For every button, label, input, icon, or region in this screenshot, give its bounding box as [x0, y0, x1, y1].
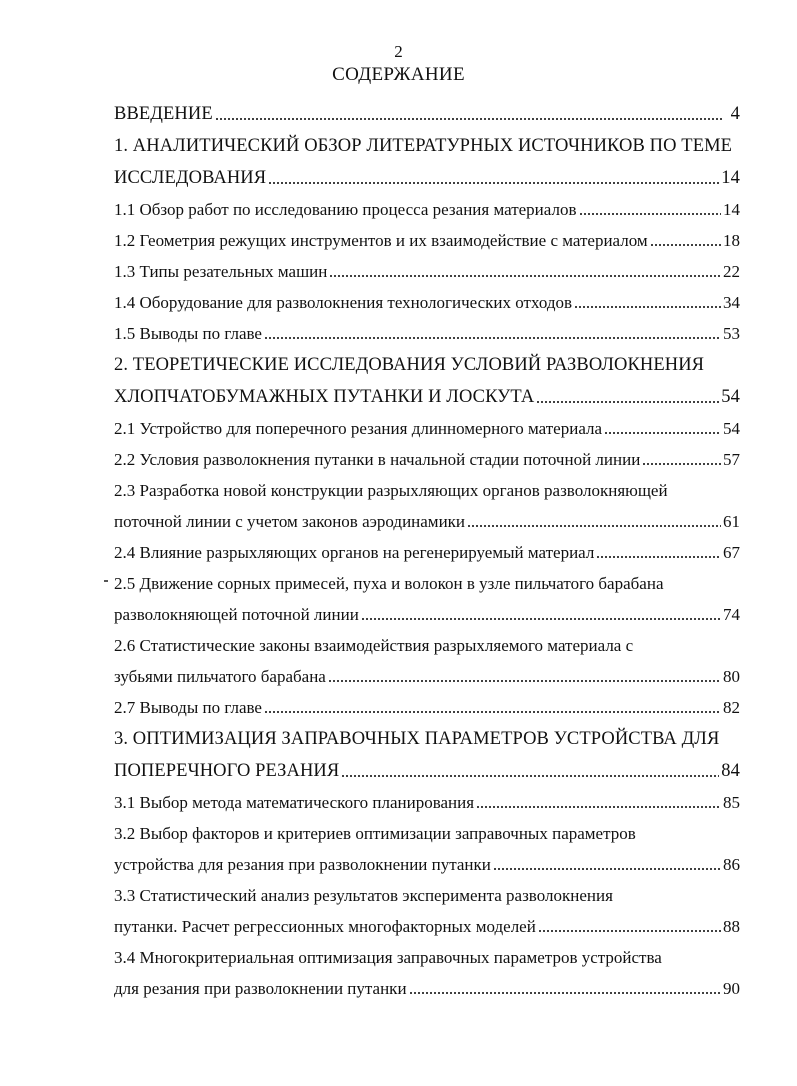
dot-leader — [538, 919, 721, 933]
toc-entry-text: 1. АНАЛИТИЧЕСКИЙ ОБЗОР ЛИТЕРАТУРНЫХ ИСТОЧНИКОВ ПО ТЕМЕ — [114, 136, 733, 156]
toc-entry-text: 2.2 Условия разволокнения путанки в начальной стадии поточной линии — [114, 450, 641, 469]
toc-entry-page: 14 — [723, 200, 740, 219]
toc-entry-page: 86 — [723, 855, 740, 874]
toc-entry-text: 1.2 Геометрия режущих инструментов и их взаимодействие с материалом — [114, 231, 648, 250]
toc-entry-text: разволокняющей поточной линии — [114, 605, 359, 624]
toc-entry[interactable] — [114, 220, 740, 251]
toc-entry[interactable] — [114, 906, 740, 937]
dot-leader — [604, 421, 721, 435]
dot-leader — [341, 764, 719, 778]
toc-entry-text: 2.1 Устройство для поперечного резания длинномерного материала — [114, 419, 603, 438]
toc-entry[interactable] — [114, 439, 740, 470]
dot-leader — [574, 295, 721, 309]
dot-leader — [409, 981, 721, 995]
toc-entry-page: 84 — [721, 761, 740, 781]
dot-leader — [493, 857, 721, 871]
toc-entry-text: поточной линии с учетом законов аэродинамики — [114, 512, 466, 531]
toc-entry[interactable] — [114, 282, 740, 313]
toc-entry-page: 80 — [723, 667, 740, 686]
toc-entry-page: 90 — [723, 979, 740, 998]
toc-entry-text: 2.3 Разработка новой конструкции разрыхляющих органов разволокняющей — [114, 481, 668, 500]
toc-entry-text: 1.1 Обзор работ по исследованию процесса резания материалов — [114, 200, 577, 219]
toc-entry-text: ВВЕДЕНИЕ — [114, 104, 213, 124]
toc-entry-text: устройства для резания при разволокнении путанки — [114, 855, 491, 874]
toc-entry[interactable] — [114, 718, 740, 750]
toc-entry[interactable] — [114, 750, 740, 782]
toc-entry[interactable] — [114, 251, 740, 282]
toc-entry[interactable] — [114, 157, 740, 189]
dot-leader — [215, 107, 724, 121]
dot-leader — [642, 452, 721, 466]
dot-leader — [536, 390, 719, 404]
dot-leader — [328, 669, 721, 683]
dot-leader — [329, 264, 721, 278]
dot-leader — [596, 545, 721, 559]
toc-entry-text: 3.3 Статистический анализ результатов эксперимента разволокнения — [114, 886, 613, 905]
toc-entry-text: 1.3 Типы резательных машин — [114, 262, 328, 281]
toc-entry[interactable] — [114, 563, 740, 594]
dot-leader — [579, 202, 722, 216]
toc-entry-page: 57 — [723, 450, 740, 469]
toc-entry-page: 85 — [723, 793, 740, 812]
toc-entry-text: путанки. Расчет регрессионных многофакторных моделей — [114, 917, 536, 936]
toc-entry[interactable] — [114, 532, 740, 563]
toc-entry[interactable] — [114, 687, 740, 718]
toc-entry-text: ПОПЕРЕЧНОГО РЕЗАНИЯ — [114, 761, 340, 781]
toc-entry-text: 3.4 Многокритериальная оптимизация заправочных параметров устройства — [114, 948, 662, 967]
toc-entry[interactable] — [114, 470, 740, 501]
toc-entry-text: 2.7 Выводы по главе — [114, 698, 262, 717]
toc-entry[interactable] — [114, 782, 740, 813]
toc-entry-text: 3.1 Выбор метода математического планирования — [114, 793, 475, 812]
toc-entry-text: 3. ОПТИМИЗАЦИЯ ЗАПРАВОЧНЫХ ПАРАМЕТРОВ УСТРОЙСТВА ДЛЯ — [114, 729, 720, 749]
toc-entry[interactable] — [114, 594, 740, 625]
toc-entry[interactable] — [114, 344, 740, 376]
toc-entry-page: 54 — [721, 387, 740, 407]
toc-entry-text: 1.4 Оборудование для разволокнения технологических отходов — [114, 293, 573, 312]
toc-entry[interactable] — [114, 189, 740, 220]
toc-entry-page: 67 — [723, 543, 740, 562]
toc-entry[interactable] — [114, 408, 740, 439]
toc-entry-page: 14 — [721, 168, 740, 188]
toc-entry-page: 88 — [723, 917, 740, 936]
toc-entry-page: 34 — [723, 293, 740, 312]
dot-leader — [264, 700, 721, 714]
toc-entry[interactable] — [114, 968, 740, 999]
toc-entry-page: 22 — [723, 262, 740, 281]
toc-entry-text: 3.2 Выбор факторов и критериев оптимизации заправочных параметров — [114, 824, 636, 843]
toc-entry-text: 1.5 Выводы по главе — [114, 324, 262, 343]
toc-entry[interactable] — [114, 93, 740, 125]
toc-entry-page: 54 — [723, 419, 740, 438]
toc-entry-text: 2.6 Статистические законы взаимодействия разрыхляемого материала с — [114, 636, 634, 655]
toc-entry[interactable] — [114, 875, 740, 906]
toc-entry-page: 82 — [723, 698, 740, 717]
toc-entry-text: 2. ТЕОРЕТИЧЕСКИЕ ИССЛЕДОВАНИЯ УСЛОВИЙ РАЗВОЛОКНЕНИЯ — [114, 355, 705, 375]
page-number: 2 — [394, 42, 403, 61]
toc-entry[interactable] — [114, 813, 740, 844]
toc-entry-text: 2.4 Влияние разрыхляющих органов на регенерируемый материал — [114, 543, 595, 562]
dot-leader — [264, 326, 721, 340]
toc-entry[interactable] — [114, 844, 740, 875]
toc-entry[interactable] — [114, 125, 740, 157]
dot-leader — [467, 514, 721, 528]
toc-entry-text: для резания при разволокнении путанки — [114, 979, 407, 998]
dot-leader — [476, 795, 721, 809]
toc-entry[interactable] — [114, 625, 740, 656]
toc-entry-text: ХЛОПЧАТОБУМАЖНЫХ ПУТАНКИ И ЛОСКУТА — [114, 387, 535, 407]
dot-leader — [361, 607, 721, 621]
table-of-contents — [114, 93, 740, 999]
toc-entry[interactable] — [114, 656, 740, 687]
toc-entry-page: 53 — [723, 324, 740, 343]
scan-speck — [104, 580, 108, 582]
dot-leader — [650, 233, 721, 247]
toc-entry-page: 4 — [730, 104, 740, 124]
toc-entry[interactable] — [114, 313, 740, 344]
toc-entry[interactable] — [114, 937, 740, 968]
toc-title: СОДЕРЖАНИЕ — [332, 64, 465, 85]
toc-entry-page: 18 — [723, 231, 740, 250]
toc-entry-text: ИССЛЕДОВАНИЯ — [114, 168, 267, 188]
toc-entry-text: 2.5 Движение сорных примесей, пуха и волокон в узле пильчатого барабана — [114, 574, 664, 593]
toc-entry-page: 74 — [723, 605, 740, 624]
dot-leader — [268, 171, 719, 185]
toc-entry[interactable] — [114, 501, 740, 532]
toc-entry[interactable] — [114, 376, 740, 408]
toc-entry-text: зубьями пильчатого барабана — [114, 667, 326, 686]
toc-entry-page: 61 — [723, 512, 740, 531]
